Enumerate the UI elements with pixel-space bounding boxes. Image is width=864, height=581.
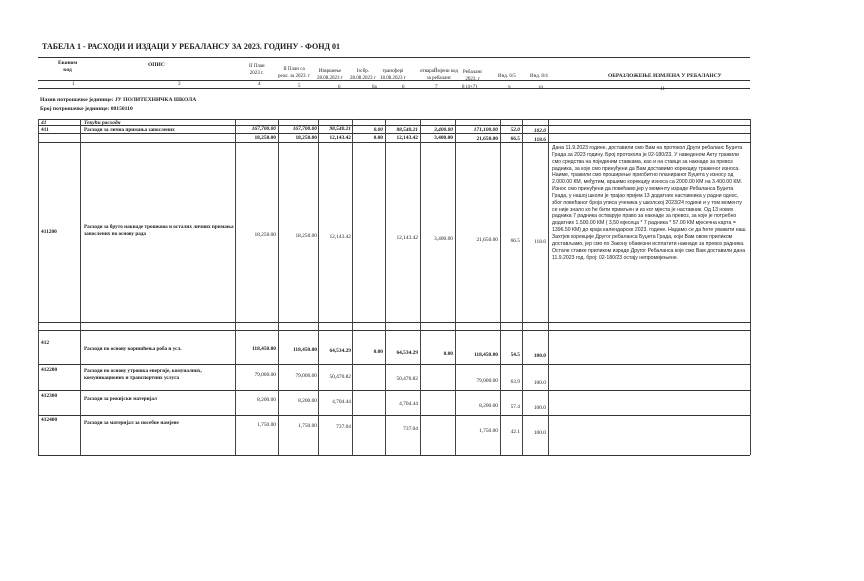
row-411200-v5: 12,143.42 xyxy=(396,235,418,241)
row-411-b-v3: 12,143.42 xyxy=(329,135,351,141)
row-411-label: Расходи за лична примања запослених xyxy=(84,127,175,133)
header-econ-code-line1: Економ xyxy=(58,60,78,66)
row-411-v7: 171,100.00 xyxy=(473,127,498,133)
row-412200-v5: 50,470.82 xyxy=(396,376,418,382)
row-411200-v1: 18,250.00 xyxy=(254,232,276,238)
header-transfers xyxy=(380,68,406,82)
row-411-b-v5: 12,143.42 xyxy=(396,135,418,141)
row-412400-v5: 737.04 xyxy=(403,426,418,432)
row-412400-v1: 1,750.00 xyxy=(257,422,276,428)
row-411200-explanation: Дана 11.9.2023 године, доставили смо Вам на протокол Други ребаланс Буџета Града за 2023 годину. Број протокола је 02-180/23. У наведеном Акту тражили смо средства на појединим ставкама, као и на ставци за накнаде за превоз радника, за које смо принуђени да Вам доставимо корекцију траженог износа. Наиме, тражили смо проширење приобитно планираног Буџета у износу од 2.000.00 КМ, међутим, вршимо корекцију износа са 2000.00 КМ на 3.400.00 КМ. Износ смо принуђени да повећамо,јер у моменту израде Ребаланса Буџета Града, у нашој школи је трајао пријем 13 додатних наставника у радни однос, због повећаног броја уписа ученика у школској 2023/24 години и у том моменту се није знало ко ће бити примљен и из ког мјеста је наставник. Од 13 нових радника 7 радника остварује право за накнаде за превоз, за које је потребно додатних 1.500.00 КМ ( 3,50 мјесеца * 7 радника * 57.00 КМ мјесечна карта = 1396.50 КМ) до краја календарске 2023. године. Надамо се да ћете уважити наш Захтјев корекције Другог ребаланса Буџета Града, који Вам овом приликом достављамо, јер смо по Закону обавезни исплатити накнаде за превоз радника. Остале ставке приликом израде Другог Ребаланса које смо Вам доставили дана 11.9.2023 год. број: 02-180/23 остају непромијењене. xyxy=(552,145,746,261)
header-transfers-line2: 18.08.2023 г xyxy=(380,76,406,81)
row-412-top xyxy=(38,330,750,331)
row-411-i2: 102.0 xyxy=(533,128,546,134)
header-description: ОПИС xyxy=(148,62,165,68)
vcol-12 xyxy=(750,119,751,455)
row-411-v2: 167,700.00 xyxy=(292,126,317,132)
row-412-v2: 118,450.00 xyxy=(293,347,317,353)
row-411-rule-b xyxy=(38,142,750,143)
row-41-rule xyxy=(38,125,750,126)
colnum-7: 7 xyxy=(435,85,438,90)
unit-number: Број потрошачке јединице: 08150110 xyxy=(40,106,133,112)
header-econ-code xyxy=(58,60,77,74)
header-plan xyxy=(249,63,265,77)
row-412300-code: 412300 xyxy=(41,393,58,399)
row-411-v5: 88,540.21 xyxy=(396,127,418,133)
row-412400-bottom xyxy=(38,455,750,456)
header-top-rule xyxy=(38,57,750,58)
row-412300-label: Расходи за режијски материјал xyxy=(84,396,157,402)
row-412-code: 412 xyxy=(41,340,50,346)
row-411200-bottom xyxy=(38,322,750,323)
row-412200-v1: 79,000.00 xyxy=(254,372,276,378)
row-412300-v3: 4,704.44 xyxy=(332,399,351,405)
header-change-code-line1: отвараЙмјени код xyxy=(420,69,458,74)
colnum-1: 1 xyxy=(72,82,75,87)
row-411-b-v4: 0.00 xyxy=(373,135,383,141)
unit-name: Назив потрошачке јединице: ЈУ ПОЛИТЕХНИЧКА ШКОЛА xyxy=(40,97,197,103)
vcol-3 xyxy=(278,119,279,455)
vcol-7 xyxy=(420,119,421,455)
row-412300-v5: 4,704.44 xyxy=(399,401,418,407)
header-execution-line1: Извршење xyxy=(318,69,342,74)
vcol-5 xyxy=(352,119,353,455)
row-411200-v7: 21,650.00 xyxy=(476,237,498,243)
row-411200-i2: 118.6 xyxy=(534,239,546,245)
row-412-v4: 0.00 xyxy=(373,349,383,355)
colnum-6: 6 xyxy=(338,85,341,90)
row-412300-i2: 100.0 xyxy=(533,405,546,411)
row-412300-i1: 57.4 xyxy=(510,404,520,410)
row-412300-v1: 8,200.00 xyxy=(257,397,276,403)
row-412-v1: 118,450.00 xyxy=(252,346,276,352)
header-plan-real-line2: реал. за 2023. г xyxy=(278,74,311,79)
colnum-8: 8 (4+7) xyxy=(462,85,477,90)
row-412-i1: 54.5 xyxy=(510,352,520,358)
row-412-v7: 118,450.00 xyxy=(474,352,498,358)
colnum-6b: 6 xyxy=(402,85,405,90)
vcol-1 xyxy=(80,119,81,455)
row-412400-v2: 1,750.00 xyxy=(298,423,317,429)
row-412200-i2: 100.0 xyxy=(533,380,546,386)
colnum-9: 9 xyxy=(508,86,511,91)
header-plan-line1: II План xyxy=(249,64,265,69)
row-412-v3: 64,534.29 xyxy=(329,348,351,354)
header-plan-real xyxy=(278,66,310,80)
colnum-11: 11 xyxy=(660,87,665,92)
header-execution-line2: 28.08.2023 г xyxy=(317,76,343,81)
row-412400-label: Расходи за материјал за посебне намјене xyxy=(84,420,179,426)
row-411200-label: Расходи за бруто накнаде трошкова и осталих личних примања запослених по основу рада xyxy=(84,224,234,238)
row-411-b-v2: 18,250.00 xyxy=(295,135,317,141)
row-412400-i1: 42.1 xyxy=(510,429,520,435)
row-411-v6: 3,400.00 xyxy=(434,127,453,133)
header-izsbr xyxy=(350,68,376,82)
section-code: 41 xyxy=(41,120,47,126)
row-412-label: Расходи по основу коришћења роба и усл. xyxy=(84,346,182,352)
header-plan-line2: 2023 г. xyxy=(249,71,264,76)
body-top-rule xyxy=(38,119,750,120)
row-411-code: 411 xyxy=(41,127,49,133)
section-label: Текући расходи xyxy=(84,120,121,126)
header-econ-code-line2: код xyxy=(63,67,72,73)
row-412400-v3: 737.04 xyxy=(336,424,351,430)
row-412300-v7: 8,200.00 xyxy=(479,403,498,409)
row-412-bottom xyxy=(38,364,750,365)
row-412-v6: 0.00 xyxy=(443,351,453,357)
row-412200-v2: 79,000.00 xyxy=(295,373,317,379)
row-411-b-i2: 118.6 xyxy=(534,137,546,143)
row-412400-code: 412400 xyxy=(41,417,58,423)
row-411-b-v7: 21,650.00 xyxy=(476,136,498,142)
row-412-v5: 64,534.29 xyxy=(396,350,418,356)
row-411200-v2: 18,250.00 xyxy=(295,233,317,239)
header-explanation: ОБРАЗЛОЖЕЊЕ ИЗМЈЕНА У РЕБАЛАНСУ xyxy=(608,73,722,79)
header-izsbr-line1: Ізсбр. xyxy=(356,69,370,74)
header-execution xyxy=(317,68,343,82)
colnum-4: 4 xyxy=(258,82,261,87)
row-411-b-i1: 66.5 xyxy=(510,136,520,142)
header-rebalance xyxy=(463,69,482,83)
header-index-8-4: Инд. 8/4 xyxy=(530,74,548,79)
row-412200-v7: 79,000.00 xyxy=(476,378,498,384)
row-412200-i1: 63.9 xyxy=(510,379,520,385)
row-412200-label: Расходи по основу утрошка енергије, комуналних, комуникационих и транспортних услуга xyxy=(84,368,202,382)
document-title: ТАБЕЛА 1 - РАСХОДИ И ИЗДАЦИ У РЕБАЛАНСУ ЗА 2023. ГОДИНУ - ФОНД 01 xyxy=(42,42,340,51)
row-412200-code: 412200 xyxy=(41,367,58,373)
row-412200-v3: 50,470.82 xyxy=(329,374,351,380)
row-411-b-v6: 3,400.00 xyxy=(434,135,453,141)
colnum-3: 3 xyxy=(178,82,181,87)
header-change-code xyxy=(420,68,458,82)
header-plan-real-line1: II План са xyxy=(283,67,305,72)
row-411200-i1: 66.5 xyxy=(510,238,520,244)
row-411200-code: 411200 xyxy=(41,229,57,235)
row-411200-v6: 3,400.00 xyxy=(434,236,453,242)
row-412200-bottom xyxy=(38,390,750,391)
colnum-6a: 6а xyxy=(372,85,377,90)
colnum-10: 10 xyxy=(538,86,543,91)
row-411-v4: 0.00 xyxy=(373,127,383,133)
row-412400-v7: 1,750.00 xyxy=(479,428,498,434)
row-412300-v2: 8,200.00 xyxy=(298,398,317,404)
row-411-b-v1: 18,250.00 xyxy=(254,135,276,141)
colnum-5: 5 xyxy=(298,84,301,89)
header-transfers-line1: трансферi xyxy=(382,69,404,74)
header-change-code-line2: за ребаланс xyxy=(426,76,452,81)
row-412-i2: 100.0 xyxy=(533,353,546,359)
header-bottom-rule xyxy=(38,88,750,89)
row-412400-i2: 100.0 xyxy=(533,430,546,436)
row-411-v1: 167,700.00 xyxy=(251,126,276,132)
header-index-6-5: Инд. 6/5 xyxy=(498,74,516,79)
header-rebalance-line1: Ребаланс xyxy=(463,70,483,75)
vcol-2 xyxy=(235,119,236,455)
vcol-11 xyxy=(548,119,549,455)
row-411-v3: 98,540.21 xyxy=(329,126,351,132)
vcol-0 xyxy=(38,119,39,455)
header-rebalance-line2: 2023. г xyxy=(465,77,480,82)
row-411200-v3: 12,143.42 xyxy=(329,234,351,240)
header-izsbr-line2: 28.08.2023 г xyxy=(350,76,376,81)
row-412300-bottom xyxy=(38,415,750,416)
row-411-i1: 52.0 xyxy=(510,127,520,133)
